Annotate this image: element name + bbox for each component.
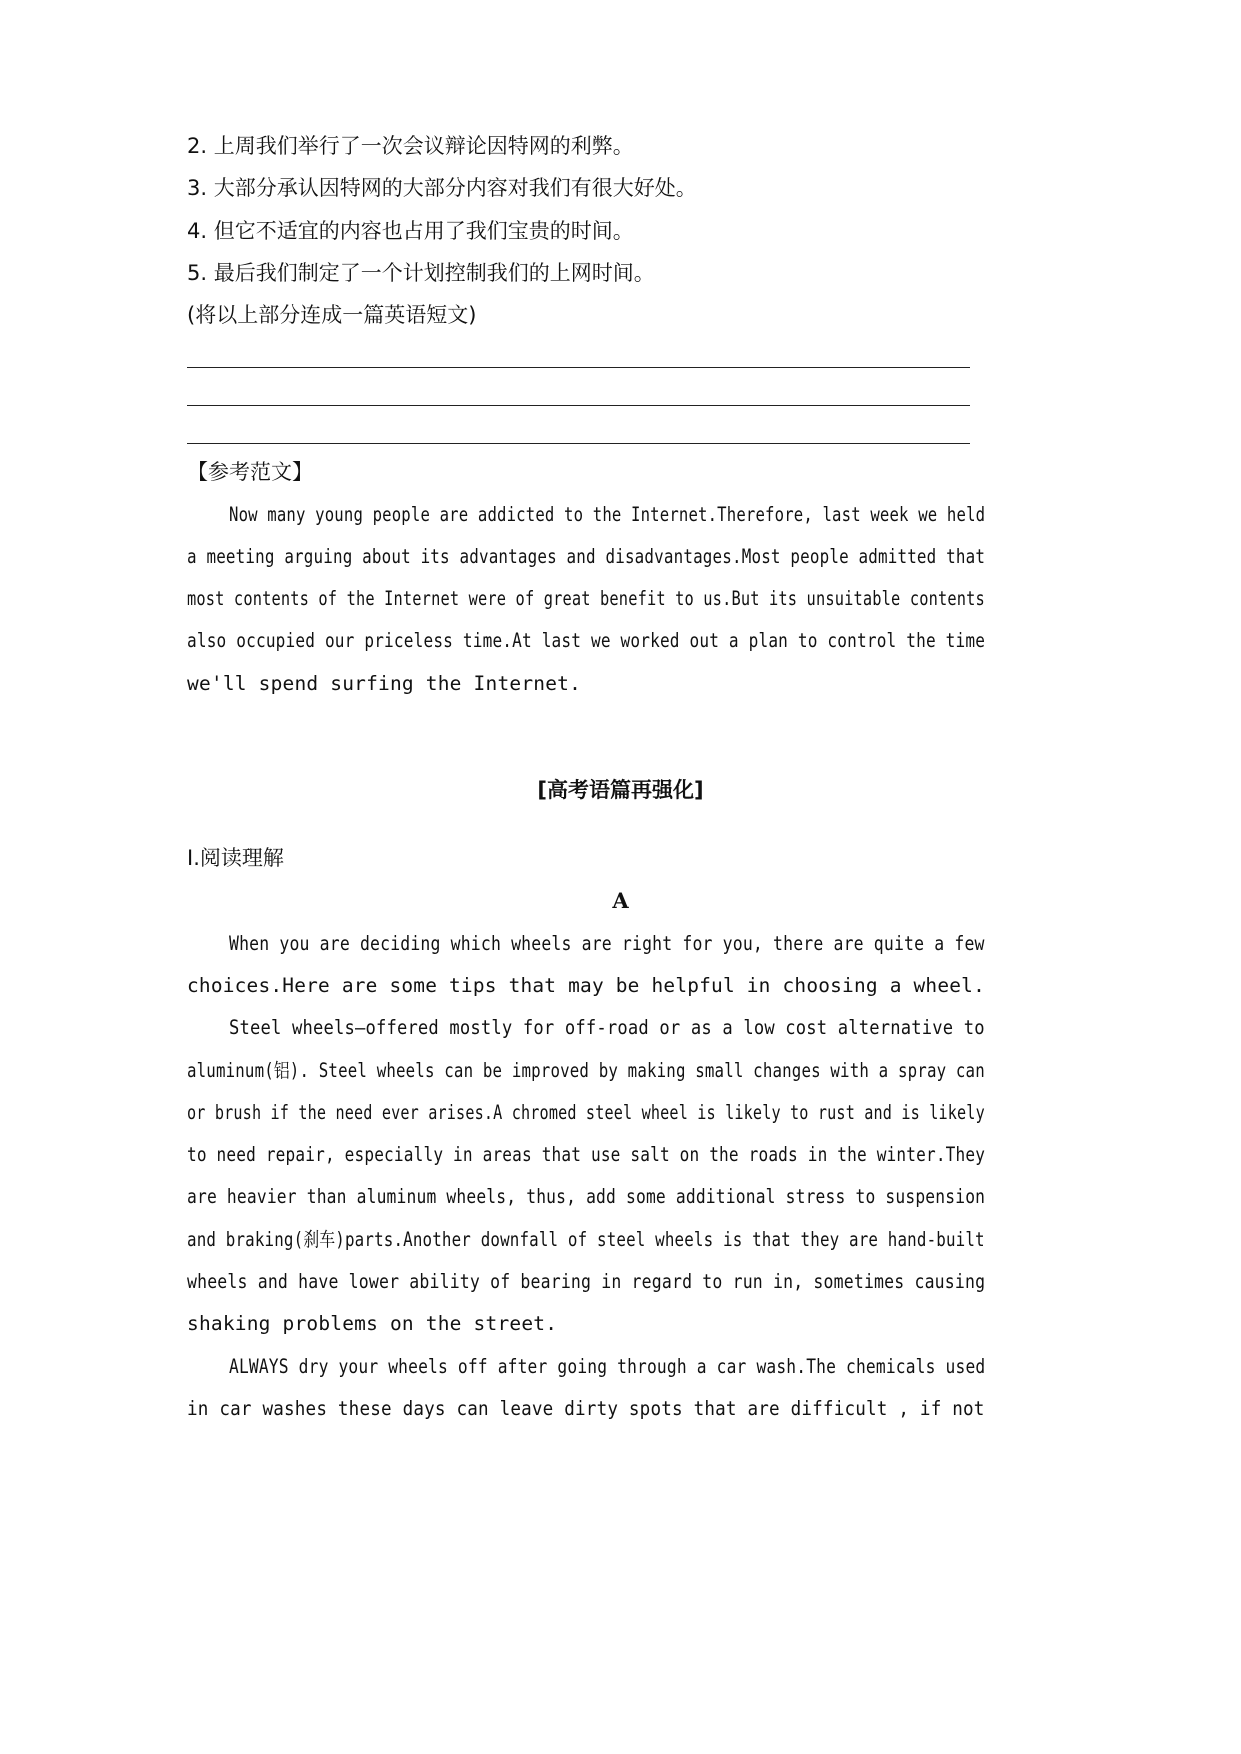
passage-line: When you are deciding which wheels are right for you, there are quite a few [229,932,985,955]
passage-line: to need repair, especially in areas that use salt on the roads in the winter.They [187,1143,986,1166]
passage-line: are heavier than aluminum wheels, thus, add some additional stress to suspension [187,1185,986,1208]
list-item-3: 3. 大部分承认因特网的大部分内容对我们有很大好处。 [187,176,697,200]
passage-line: in car washes these days can leave dirty spots that are difficult , if not [187,1397,985,1420]
reference-line: we'll spend surfing the Internet. [187,672,582,695]
instruction-text: (将以上部分连成一篇英语短文) [187,303,477,327]
passage-line: wheels and have lower ability of bearing in regard to run in, sometimes causing [187,1270,986,1293]
passage-line: and braking(刹车)parts.Another downfall of steel wheels is that they are hand-built [187,1228,985,1251]
list-item-2: 2. 上周我们举行了一次会议辩论因特网的利弊。 [187,134,634,158]
passage-line: ALWAYS dry your wheels off after going through a car wash.The chemicals used [229,1355,986,1378]
reference-line: a meeting arguing about its advantages and disadvantages.Most people admitted that [187,545,986,568]
passage-line: Steel wheels—offered mostly for off-road or as a low cost alternative to [229,1016,985,1039]
passage-label: A [612,888,629,913]
reference-line: also occupied our priceless time.At last we worked out a plan to control the time [187,629,986,652]
answer-line-1 [187,367,970,368]
passage-line: shaking problems on the street. [187,1312,558,1335]
section-heading: [高考语篇再强化] [537,778,704,802]
answer-line-3 [187,443,970,444]
list-item-4: 4. 但它不适宜的内容也占用了我们宝贵的时间。 [187,219,634,243]
reference-line: Now many young people are addicted to the Internet.Therefore, last week we held [229,503,986,526]
part-heading: Ⅰ.阅读理解 [187,846,284,870]
reference-heading: 【参考范文】 [187,460,313,484]
passage-line: aluminum(铝). Steel wheels can be improved by making small changes with a spray can [187,1059,985,1082]
passage-line: or brush if the need ever arises.A chromed steel wheel is likely to rust and is likely [187,1101,985,1124]
answer-line-2 [187,405,970,406]
list-item-5: 5. 最后我们制定了一个计划控制我们的上网时间。 [187,261,655,285]
reference-line: most contents of the Internet were of great benefit to us.But its unsuitable contents [187,587,985,610]
passage-line: choices.Here are some tips that may be helpful in choosing a wheel. [187,974,985,997]
